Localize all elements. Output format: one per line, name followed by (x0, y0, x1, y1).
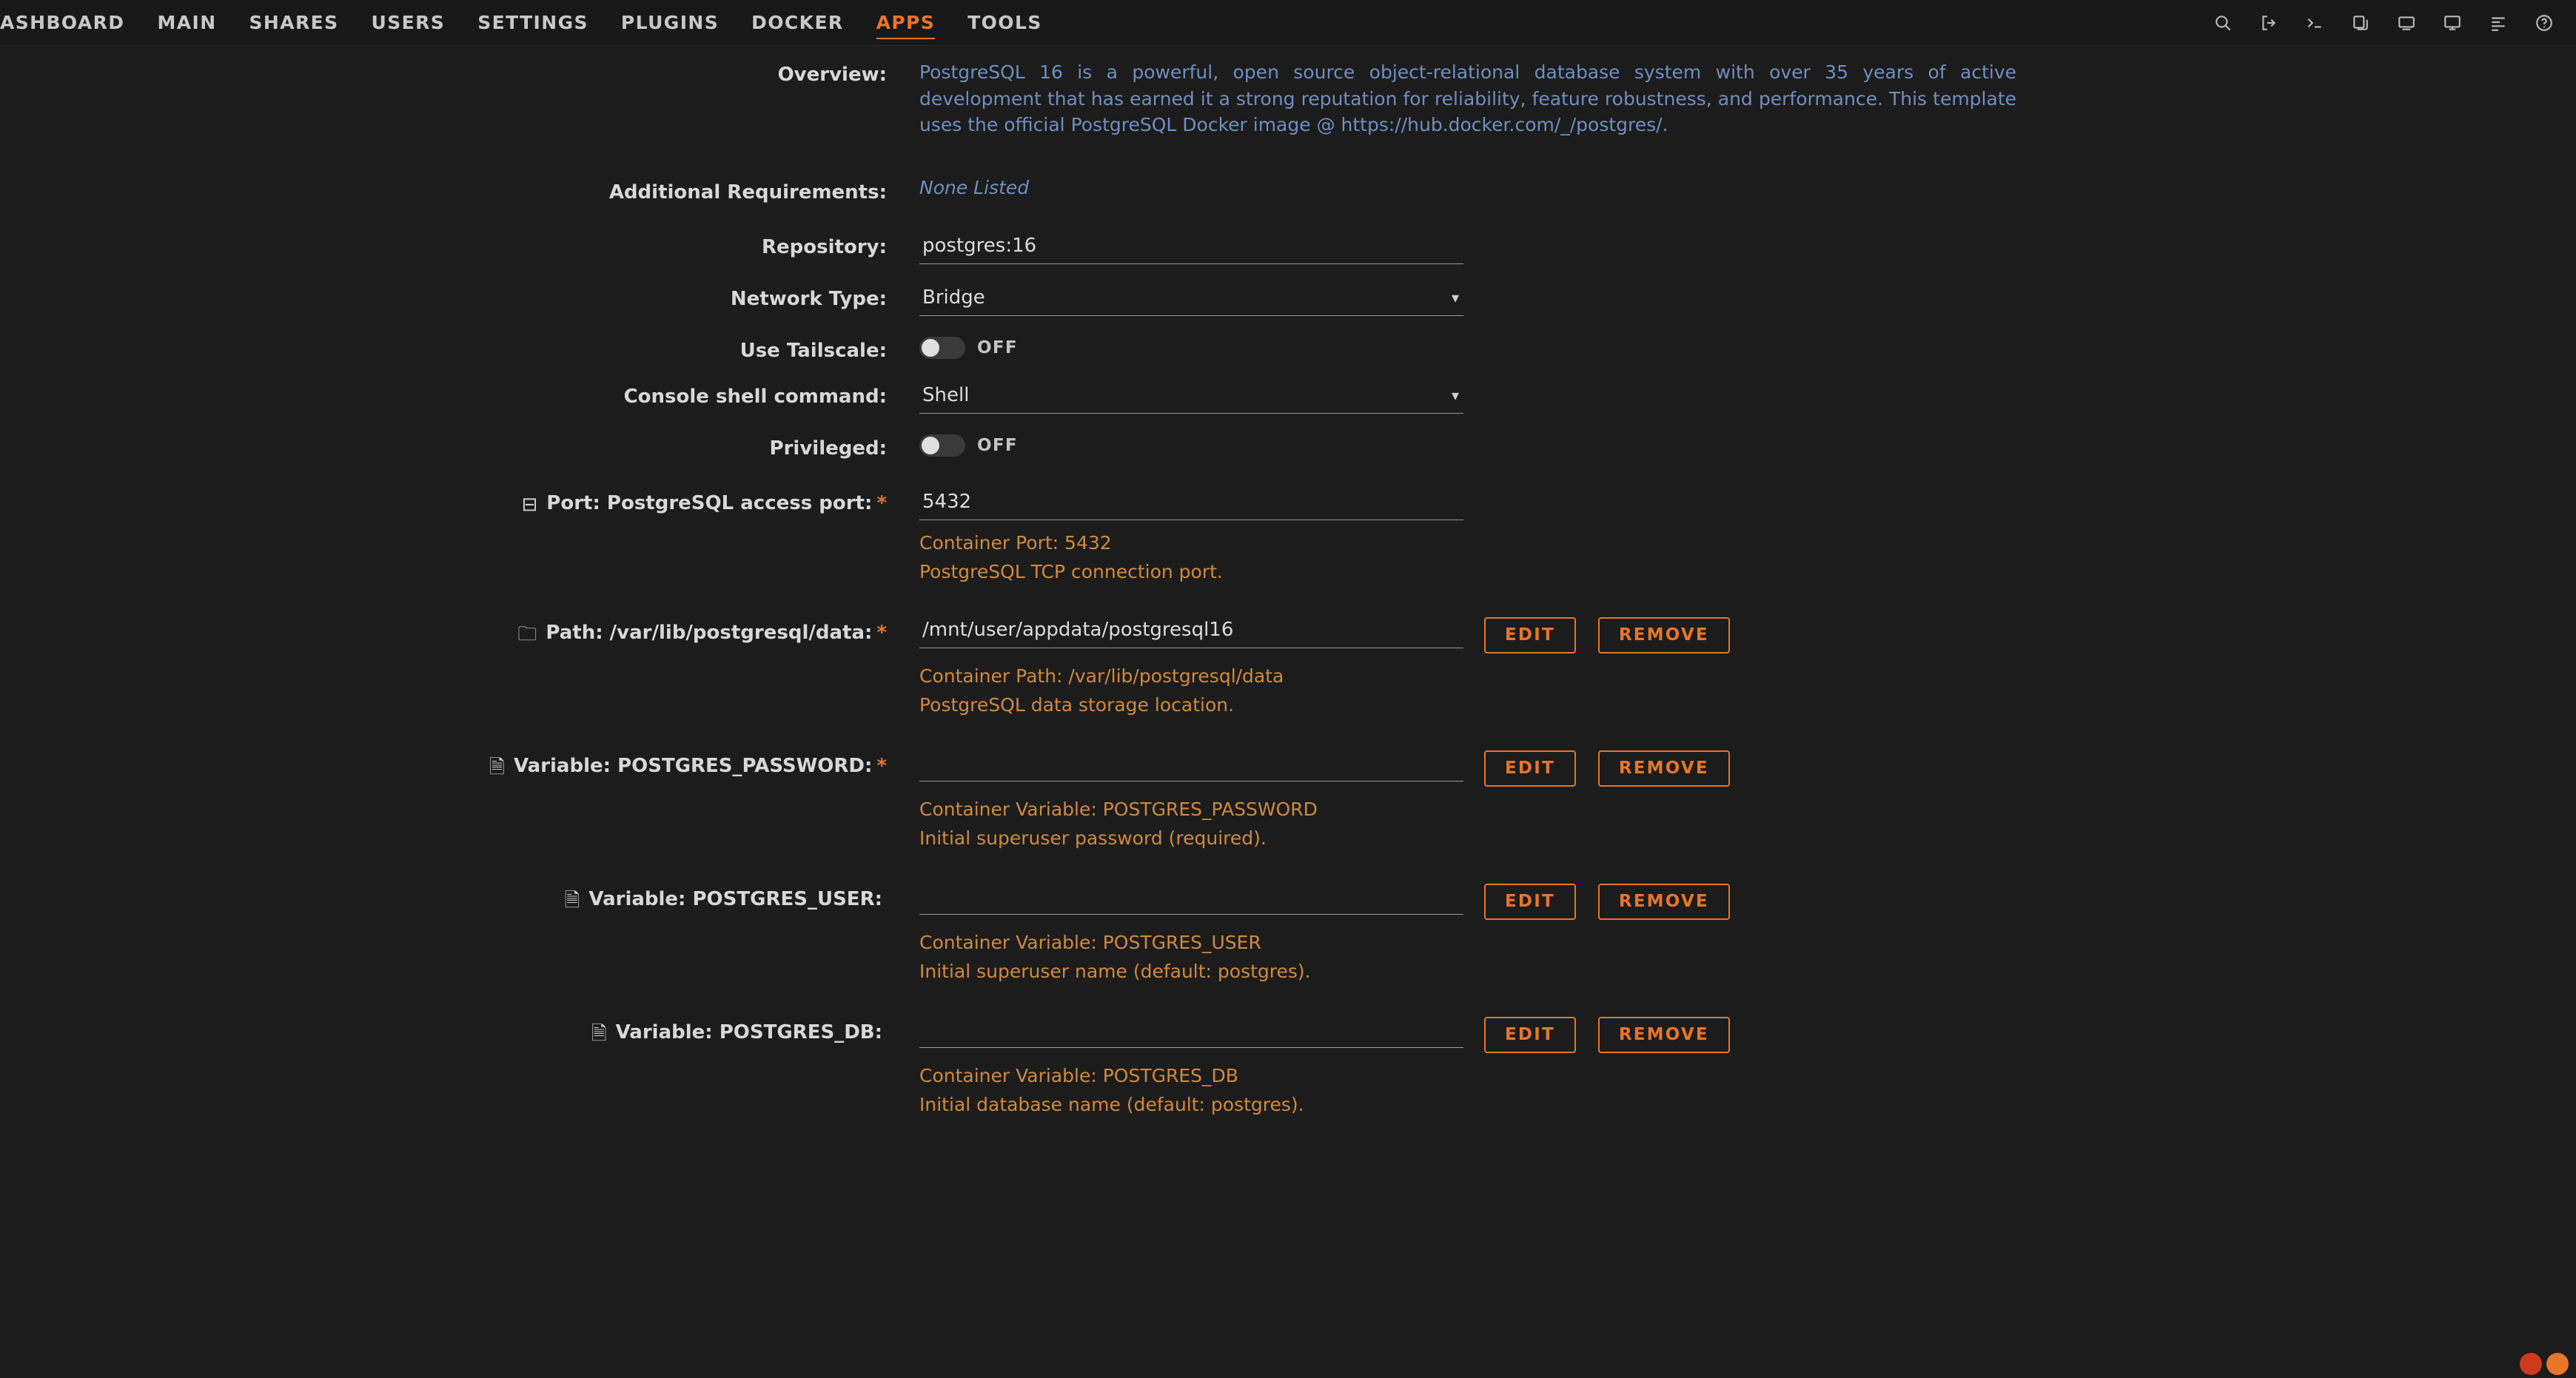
nav-items (0, 0, 1059, 45)
var-password-hint-1: Container Variable: POSTGRES_PASSWORD (919, 798, 1318, 820)
var-db-label-text: Variable: POSTGRES_DB: (615, 1021, 882, 1043)
nav-item-main[interactable] (141, 0, 232, 45)
nav-label: USERS (371, 12, 446, 33)
use-tailscale-label: Use Tailscale: (739, 339, 887, 362)
required-marker: * (876, 621, 887, 644)
row-var-postgres-password (0, 749, 2576, 854)
row-var-postgres-db (0, 1015, 2576, 1120)
console-shell-label: Console shell command: (623, 385, 887, 408)
logout-icon[interactable] (2256, 10, 2281, 36)
row-var-postgres-user (0, 882, 2576, 987)
nav-item-docker[interactable] (735, 0, 859, 45)
status-dot-red (2520, 1353, 2542, 1375)
port-label (0, 488, 912, 516)
file-icon[interactable]: 🗎 (591, 1022, 607, 1045)
nav-label: SETTINGS (477, 12, 588, 33)
row-path (0, 616, 2576, 721)
path-hint-1: Container Path: /var/lib/postgresql/data (919, 665, 1284, 687)
var-user-label-text: Variable: POSTGRES_USER: (588, 887, 882, 910)
path-hints (919, 662, 2576, 719)
var-db-edit-button[interactable]: EDIT (1484, 1017, 1576, 1053)
path-remove-button[interactable]: REMOVE (1598, 617, 1730, 653)
file-icon[interactable]: 🗎 (489, 756, 505, 779)
use-tailscale-toggle[interactable] (919, 337, 965, 359)
top-navigation-bar (0, 0, 2576, 46)
row-network-type (0, 283, 2576, 316)
chevron-down-icon: ▾ (1451, 386, 1459, 404)
nav-label: ASHBOARD (0, 12, 125, 33)
terminal-icon[interactable] (2302, 10, 2327, 36)
var-password-label-text: Variable: POSTGRES_PASSWORD: (513, 754, 873, 777)
console-shell-value: Shell (922, 383, 970, 406)
use-tailscale-state: OFF (977, 337, 1018, 357)
var-user-hints (919, 929, 2576, 986)
nav-icon-group (2210, 10, 2557, 36)
var-db-hints (919, 1062, 2576, 1119)
row-repository (0, 232, 2576, 264)
help-icon[interactable] (2532, 10, 2557, 36)
toggle-knob (922, 437, 939, 454)
additional-requirements-value: None Listed (919, 176, 1030, 198)
chevron-down-icon: ▾ (1451, 288, 1459, 306)
port-hint-1: Container Port: 5432 (919, 531, 1112, 554)
monitor-icon[interactable] (2440, 10, 2465, 36)
nav-label: MAIN (157, 12, 217, 33)
additional-requirements-label: Additional Requirements: (608, 181, 887, 204)
var-user-hint-2: Initial superuser name (default: postgres). (919, 961, 1311, 982)
overview-text: PostgreSQL 16 is a powerful, open source object-relational database system with over 35 years of active development that has earned it a strong reputation for reliability, feature robustness, and performance. This template uses the official PostgreSQL Docker image @ https://hub.docker.com/_/postgres/. (919, 61, 2016, 135)
var-db-input[interactable] (919, 1015, 1463, 1048)
required-marker: * (876, 754, 887, 777)
var-password-label (0, 749, 912, 786)
var-db-remove-button[interactable]: REMOVE (1598, 1017, 1730, 1053)
path-hint-2: PostgreSQL data storage location. (919, 694, 1235, 716)
file-icon[interactable]: 🗎 (564, 889, 580, 912)
network-type-select[interactable] (919, 283, 1463, 316)
nav-item-shares[interactable] (233, 0, 355, 45)
nav-item-plugins[interactable] (605, 0, 735, 45)
path-edit-button[interactable]: EDIT (1484, 617, 1576, 653)
console-shell-select[interactable] (919, 381, 1463, 414)
repository-label: Repository: (762, 235, 887, 258)
var-password-hint-2: Initial superuser password (required). (919, 827, 1267, 849)
status-indicator (2520, 1353, 2569, 1375)
var-db-hint-1: Container Variable: POSTGRES_DB (919, 1064, 1238, 1086)
log-icon[interactable] (2486, 10, 2511, 36)
nav-item-apps[interactable] (860, 0, 952, 45)
network-type-value: Bridge (922, 286, 985, 309)
port-input[interactable] (919, 488, 1463, 520)
port-hints (919, 529, 2576, 586)
row-port (0, 488, 2576, 588)
port-label-text: Port: PostgreSQL access port: (546, 491, 873, 514)
nav-label: APPS (876, 12, 936, 33)
var-db-label (0, 1015, 912, 1052)
minus-box-icon[interactable]: ⊟ (521, 493, 538, 516)
nav-item-users[interactable] (355, 0, 462, 45)
var-db-hint-2: Initial database name (default: postgres). (919, 1094, 1304, 1115)
path-label-text: Path: /var/lib/postgresql/data: (546, 621, 873, 644)
privileged-label: Privileged: (769, 437, 887, 460)
privileged-state: OFF (977, 435, 1018, 455)
overview-label: Overview: (777, 64, 887, 86)
nav-item-dashboard[interactable] (0, 0, 141, 45)
row-use-tailscale (0, 335, 2576, 362)
app-template-form (0, 46, 2576, 1120)
nav-item-tools[interactable] (951, 0, 1059, 45)
nav-label: PLUGINS (620, 12, 720, 33)
var-user-label (0, 882, 912, 919)
nav-label: TOOLS (967, 12, 1042, 33)
path-label (0, 616, 912, 653)
network-type-label: Network Type: (730, 287, 887, 310)
var-user-input[interactable] (919, 882, 1463, 915)
status-dot-orange (2546, 1353, 2569, 1375)
search-icon[interactable] (2210, 10, 2235, 36)
toggle-knob (922, 339, 939, 357)
nav-item-settings[interactable] (461, 0, 605, 45)
privileged-toggle[interactable] (919, 434, 965, 457)
var-user-hint-1: Container Variable: POSTGRES_USER (919, 931, 1261, 953)
row-additional-requirements (0, 177, 2576, 204)
path-input[interactable] (919, 616, 1463, 648)
folder-icon[interactable]: 🗀 (517, 622, 537, 645)
var-password-hints (919, 796, 2576, 853)
row-privileged (0, 433, 2576, 460)
var-user-remove-button[interactable]: REMOVE (1598, 884, 1730, 920)
row-overview (0, 59, 2576, 138)
var-user-edit-button[interactable]: EDIT (1484, 884, 1576, 920)
required-marker: * (876, 491, 887, 514)
var-password-edit-button[interactable]: EDIT (1484, 750, 1576, 787)
display-icon[interactable] (2394, 10, 2419, 36)
nav-label: DOCKER (751, 12, 844, 33)
var-password-input[interactable] (919, 749, 1463, 782)
var-password-remove-button[interactable]: REMOVE (1598, 750, 1730, 787)
repository-input[interactable] (919, 232, 1463, 264)
port-hint-2: PostgreSQL TCP connection port. (919, 561, 1223, 582)
copy-icon[interactable] (2348, 10, 2373, 36)
nav-label: SHARES (249, 12, 339, 33)
row-console-shell (0, 381, 2576, 414)
